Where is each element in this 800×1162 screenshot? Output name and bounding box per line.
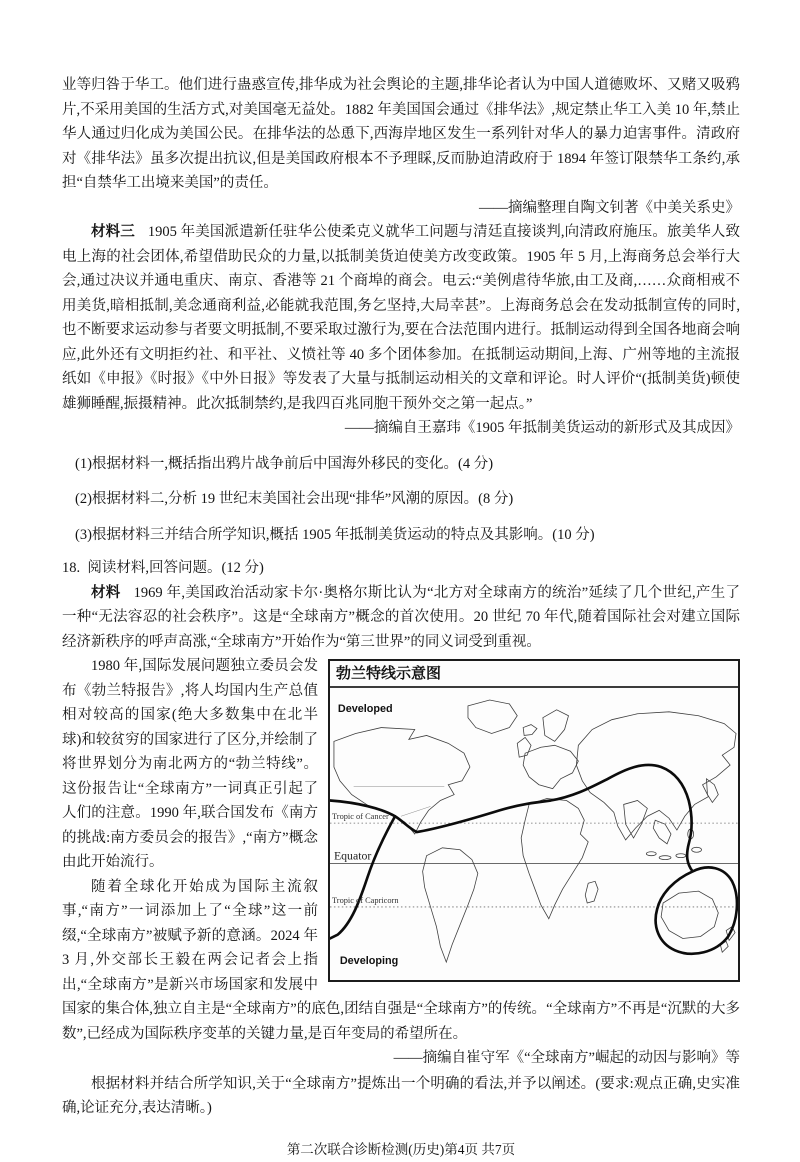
q17-subquestion-1: (1)根据材料一,概括指出鸦片战争前后中国海外移民的变化。(4 分) (62, 452, 740, 477)
q17-subquestions (62, 452, 740, 548)
india-outline (624, 800, 648, 837)
material2-continuation-text: 业等归咎于华工。他们进行蛊惑宣传,排华成为社会舆论的主题,排华论者认为中国人道德败坏、又赌又吸鸦片,不采用美国的生活方式,对美国毫无益处。1882 年美国国会通过《排华法》,规定禁止华工入美 10 年,禁止华人通过归化成为美国公民。在排华法的怂恿下,西海岸地区发生一系列针对华人的暴力迫害事件。清政府对《排华法》虽多次提出抗议,但是美国政府根本不予理睬,反而胁迫清政府于 1894 年签订限禁华工条约,承担“自禁华工出境来美国”的责任。 (62, 73, 740, 196)
brandt-line-figure (328, 659, 740, 982)
australia-outline (661, 891, 718, 938)
scandinavia-outline (543, 710, 569, 742)
map-title: 勃兰特线示意图 (330, 661, 738, 688)
material2-source: ——摘编整理自陶文钊著《中美关系史》 (62, 196, 740, 221)
q18-number: 18. (62, 560, 80, 576)
page-footer: 第二次联合诊断检测(历史)第4页 共7页 (62, 1138, 740, 1162)
q18-stem: 阅读材料,回答问题。(12 分) (87, 560, 263, 576)
japan-outline (706, 779, 718, 803)
indonesia-island-1 (646, 852, 656, 856)
sea-peninsula-outline (653, 820, 671, 844)
britain-outline (517, 737, 531, 757)
material3-paragraph (62, 220, 740, 416)
q18-material-paragraph2: 1980 年,国际发展问题独立委员会发布《勃兰特报告》,将人均国内生产总值相对较高的国家(绝大多数集中在北半球)和较贫穷的国家进行了区分,并绘制了将世界划分为南北两方的“勃兰特线”。这份报告让“全球南方”一词真正引起了人们的注意。1990 年,联合国发布《南方的挑战:南方委员会的报告》,“南方”概念由此开始流行。 (62, 654, 740, 875)
us-mexico-border (401, 806, 431, 816)
equator-label: Equator (334, 849, 371, 863)
material3-label: 材料三 (91, 224, 135, 240)
q17-subquestion-2: (2)根据材料二,分析 19 世纪末美国社会出现“排华”风潮的原因。(8 分) (62, 487, 740, 512)
brandt-line-main (330, 765, 737, 954)
indonesia-island-3 (676, 854, 686, 858)
brandt-line-pacific-hook (330, 816, 395, 938)
indonesia-island-2 (659, 856, 671, 860)
q18-heading (62, 556, 740, 581)
q18-material-text1: 1969 年,美国政治活动家卡尔·奥格尔斯比认为“北方对全球南方的统治”延续了几个世纪,产生了一种“无法容忍的社会秩序”。这是“全球南方”概念的首次使用。20 世纪 70 年代,随着国际社会对建立国际经济新秩序的呼声高涨,“全球南方”开始作为“第三世界”的同义词受到重视。 (62, 585, 740, 650)
q18-material-paragraph3: 随着全球化开始成为国际主流叙事,“南方”一词添加上了“全球”这一前缀,“全球南方”被赋予新的意涵。2024 年 3 月,外交部长王毅在两会记者会上指出,“全球南方”是新兴市场国家和发展中国家的集合体,独立自主是“全球南方”的底色,团结自强是“全球南方”的传统。“全球南方”不再是“沉默的大多数”,已经成为国际秩序变革的关键力量,是百年变局的希望所在。 (62, 875, 740, 1047)
q18-material-label: 材料 (91, 585, 121, 601)
iceland-outline (523, 725, 537, 736)
material3-text: 1905 年美国派遣新任驻华公使柔克义就华工问题与清廷直接谈判,向清政府施压。旅美华人致电上海的社会团体,希望借助民众的力量,以抵制美货迫使美方改变政策。1905 年 5 月,上海商务总会举行大会,通过决议并通电重庆、南京、香港等 21 个商埠的商会。电云:“美例虐待华旅,由工及商,……众商相戒不用美货,暗相抵制,美念通商利益,必能就我范围,务乞坚持,大局幸甚”。上海商务总会在发动抵制宣传的同时,也不断要求运动参与者要文明抵制,不要采取过激行为,要在合法范围内进行。抵制运动得到全国各地商会响应,此外还有文明拒约社、和平社、义愤社等 40 多个团体参加。在抵制运动期间,上海、广州等地的主流报纸如《申报》《时报》《中外日报》等发表了大量与抵制运动相关的文章和评论。时人评价“(抵制美货)顿使雄狮睡醒,振摄精神。此次抵制禁约,是我四百兆同胞干预外交之第一起点。” (62, 224, 740, 412)
tropic-of-capricorn-label: Tropic of Capricorn (332, 896, 399, 905)
material3-source: ——摘编自王嘉玮《1905 年抵制美货运动的新形式及其成因》 (62, 416, 740, 441)
madagascar-outline (585, 881, 598, 903)
q18-source: ——摘编自崔守军《“全球南方”崛起的动因与影响》等 (62, 1046, 740, 1071)
continent-outlines (334, 700, 736, 962)
q18-material-paragraph1 (62, 581, 740, 655)
developed-label: Developed (338, 703, 393, 715)
world-map-svg (330, 688, 738, 980)
q17-subquestion-3: (3)根据材料三并结合所学知识,概括 1905 年抵制美货运动的特点及其影响。(10 分) (62, 523, 740, 548)
tropic-of-cancer-label: Tropic of Cancer (332, 812, 389, 821)
africa-outline (521, 799, 588, 919)
brandt-line (330, 765, 737, 954)
south-america-outline (423, 848, 478, 962)
europe-outline (523, 745, 578, 788)
new-guinea-island (692, 847, 702, 852)
developing-label: Developing (340, 955, 398, 967)
greenland-outline (468, 700, 517, 734)
q18-task: 根据材料并结合所学知识,关于“全球南方”提炼出一个明确的看法,并予以阐述。(要求:观点正确,史实准确,论证充分,表达清晰。) (62, 1072, 740, 1121)
